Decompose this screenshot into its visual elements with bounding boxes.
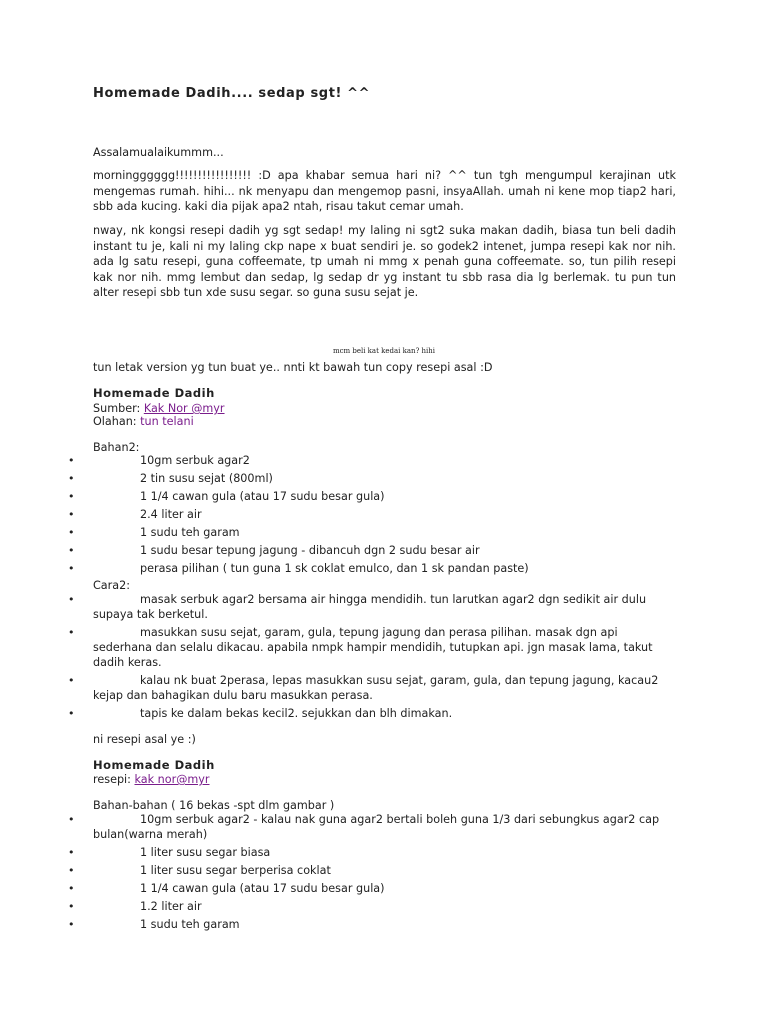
bullet-icon: • [68, 846, 75, 859]
bullet-icon: • [68, 593, 75, 606]
recipe2-source [93, 772, 210, 787]
bullet-icon: • [68, 674, 75, 687]
list-item: • 1.2 liter air [68, 900, 202, 913]
recipe2-heading: Homemade Dadih [93, 758, 215, 772]
list-item: • 1 sudu teh garam [68, 918, 240, 931]
post-title: Homemade Dadih.... sedap sgt! ^^ [93, 86, 371, 101]
recipe1-ingredient-list [0, 453, 720, 576]
bullet-icon: • [68, 490, 75, 503]
list-item: • 10gm serbuk agar2 - kalau nak guna agar2 bertali boleh guna 1/3 dari sebungkus agar2 cap bulan(warna merah) [68, 813, 660, 841]
bullet-icon: • [68, 900, 75, 913]
original-recipe-note: ni resepi asal ye :) [93, 733, 196, 746]
recipe1-bahan-label: Bahan2: [93, 441, 140, 454]
version-note: tun letak version yg tun buat ye.. nnti kt bawah tun copy resepi asal :D [93, 361, 493, 374]
bullet-icon: • [68, 918, 75, 931]
recipe2-bahan-label: Bahan-bahan ( 16 bekas -spt dlm gambar ) [93, 799, 335, 812]
list-item: • kalau nk buat 2perasa, lepas masukkan susu sejat, garam, gula, dan tepung jagung, kacau2 kejap dan bahagikan dulu baru masukkan perasa. [68, 674, 659, 702]
paragraph-intro: morningggggg!!!!!!!!!!!!!!!!! :D apa khabar semua hari ni? ^^ tun tgh mengumpul kerajinan utk mengemas rumah. hihi... nk menyapu dan mengemop pasni, insyaAllah. umah ni kene mop tiap2 hari, sbb ada kucing. kaki dia pijak apa2 ntah, risau takut cemar umah. [93, 169, 676, 213]
list-item: • masukkan susu sejat, garam, gula, tepung jagung dan perasa pilihan. masak dgn api sederhana dan selalu dikacau. apabila nmpk hampir mendidih, tutupkan api. jgn masak lama, takut dadih keras. [68, 626, 653, 669]
olahan-label: Olahan: [93, 415, 141, 428]
bullet-icon: • [68, 454, 75, 467]
recipe1-steps-list [0, 592, 720, 721]
bullet-icon: • [68, 864, 75, 877]
bullet-icon: • [68, 562, 75, 575]
source-label: resepi: [93, 773, 135, 786]
recipe2-ingredient-list [0, 812, 720, 845]
bullet-icon: • [68, 813, 75, 826]
list-item: • 1 sudu teh garam [68, 526, 240, 539]
bullet-icon: • [68, 707, 75, 720]
list-item: • 1 1/4 cawan gula (atau 17 sudu besar gula) [68, 882, 385, 895]
bullet-icon: • [68, 882, 75, 895]
list-item: • perasa pilihan ( tun guna 1 sk coklat emulco, dan 1 sk pandan paste) [68, 562, 529, 575]
recipe1-heading: Homemade Dadih [93, 386, 215, 400]
olahan-author: tun telani [140, 415, 194, 428]
bullet-icon: • [68, 544, 75, 557]
source-link[interactable]: kak nor@myr [134, 773, 210, 786]
list-item: • 1 liter susu segar berperisa coklat [68, 864, 331, 877]
list-item: • masak serbuk agar2 bersama air hingga mendidih. tun larutkan agar2 dgn sedikit air dulu supaya tak berketul. [68, 593, 647, 621]
source-link[interactable]: Kak Nor @myr [143, 402, 225, 415]
list-item: • 2.4 liter air [68, 508, 202, 521]
recipe1-olahan [93, 414, 194, 429]
list-item: • 1 sudu besar tepung jagung - dibancuh dgn 2 sudu besar air [68, 544, 480, 557]
greeting: Assalamualaikummm... [93, 146, 224, 159]
list-item: • 1 liter susu segar biasa [68, 846, 271, 859]
image-caption: mcm beli kat kedai kan? hihi [332, 347, 436, 355]
bullet-icon: • [68, 472, 75, 485]
list-item: • tapis ke dalam bekas kecil2. sejukkan dan blh dimakan. [68, 707, 453, 720]
list-item: • 2 tin susu sejat (800ml) [68, 472, 273, 485]
list-item: • 10gm serbuk agar2 [68, 454, 250, 467]
bullet-icon: • [68, 626, 75, 639]
bullet-icon: • [68, 508, 75, 521]
paragraph-story: nway, nk kongsi resepi dadih yg sgt sedap! my laling ni sgt2 suka makan dadih, biasa tun beli dadih instant tu je, kali ni my laling ckp nape x buat sendiri je. so godek2 intenet, jumpa resepi kak nor nih. ada lg satu resepi, guna coffeemate, tp umah ni mmg x penah guna coffeemate. so, tun pilih resepi kak nor nih. mmg lembut dan sedap, lg sedap dr yg instant tu sbb rasa dia lg berlemak. tu pun tun alter resepi sbb tun xde susu segar. so guna susu sejat je. [93, 224, 676, 299]
recipe1-cara-label: Cara2: [93, 579, 131, 592]
source-label: Sumber: [93, 402, 144, 415]
recipe2-ingredient-list-cont [0, 845, 720, 932]
list-item: • 1 1/4 cawan gula (atau 17 sudu besar gula) [68, 490, 385, 503]
bullet-icon: • [68, 526, 75, 539]
